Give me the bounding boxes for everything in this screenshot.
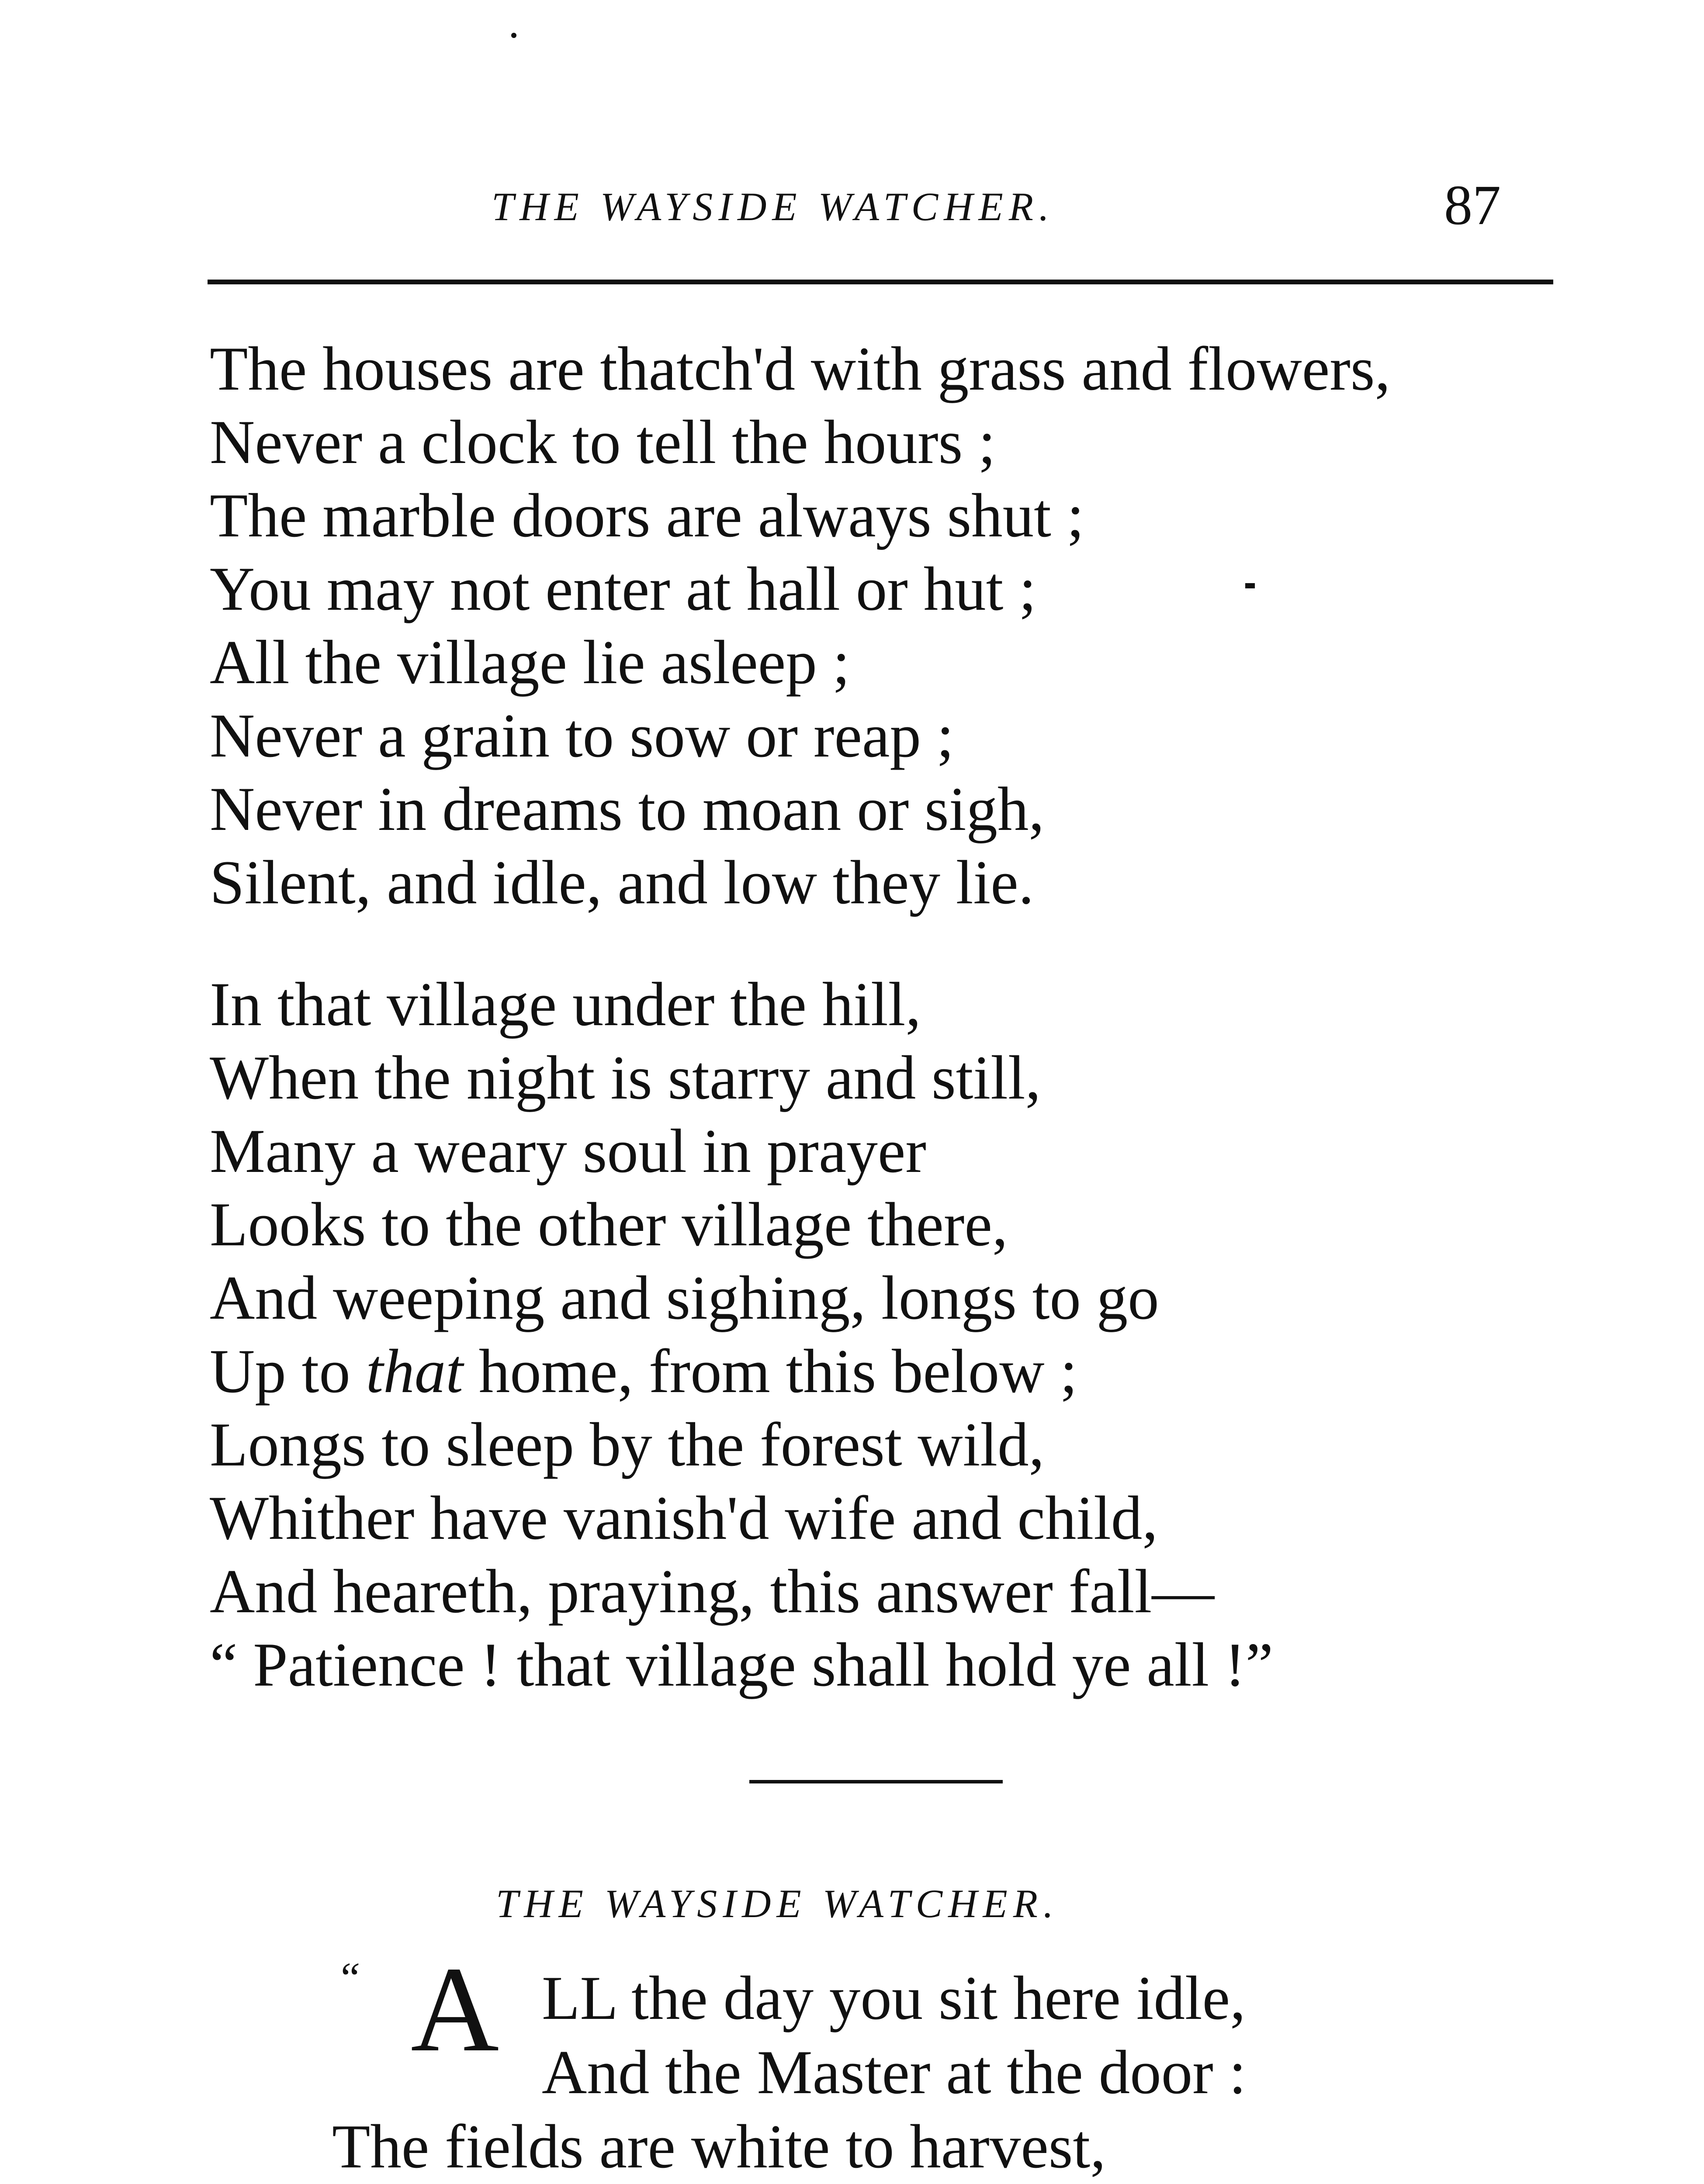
emphasis-that: that [366, 1337, 463, 1406]
poem-line: When the night is starry and still, [210, 1043, 1041, 1112]
poem-line: And the Master at the door : [542, 2038, 1247, 2107]
poem-line: And weeping and sighing, longs to go [210, 1263, 1159, 1332]
drop-cap: A [411, 1941, 499, 2077]
poem-line: The houses are thatch'd with grass and flowers, [210, 334, 1391, 403]
opening-quote: “ [336, 1953, 361, 2002]
line-text: Up to [210, 1337, 366, 1406]
poem-line: Whither have vanish'd wife and child, [210, 1483, 1158, 1552]
stanza-2 [210, 968, 1273, 1701]
stanza-1 [210, 332, 1390, 919]
poem-line [210, 1334, 1273, 1408]
running-head-title: THE WAYSIDE WATCHER. [492, 184, 1055, 229]
print-speck [511, 33, 516, 38]
poem-line: All the village lie asleep ; [210, 628, 850, 697]
poem-body [332, 2110, 1278, 2184]
poem-line: In that village under the hill, [210, 970, 921, 1039]
poem-line: And heareth, praying, this answer fall— [210, 1557, 1215, 1626]
poem-line: Many a weary soul in prayer [210, 1116, 926, 1185]
header-rule [208, 280, 1553, 284]
poem-line: Never a grain to sow or reap ; [210, 701, 954, 770]
section-divider [749, 1780, 1003, 1783]
poem-line: “ Patience ! that village shall hold ye all !” [210, 1630, 1274, 1699]
poem-line: Silent, and idle, and low they lie. [210, 848, 1034, 917]
poem-line: Looks to the other village there, [210, 1190, 1008, 1259]
poem-line: Never a clock to tell the hours ; [210, 408, 996, 477]
page-number: 87 [1444, 174, 1501, 237]
poem-line: Longs to sleep by the forest wild, [210, 1410, 1045, 1479]
section-title: THE WAYSIDE WATCHER. [496, 1881, 1059, 1926]
poem-line: Never in dreams to moan or sigh, [210, 774, 1045, 843]
poem-line: The fields are white to harvest, [332, 2112, 1106, 2181]
print-speck [1245, 583, 1255, 588]
line-text: home, from this below ; [463, 1337, 1077, 1406]
poem-line: LL the day you sit here idle, [542, 1963, 1246, 2032]
poem-line: The marble doors are always shut ; [210, 481, 1084, 550]
poem-line: You may not enter at hall or hut ; [210, 554, 1036, 623]
